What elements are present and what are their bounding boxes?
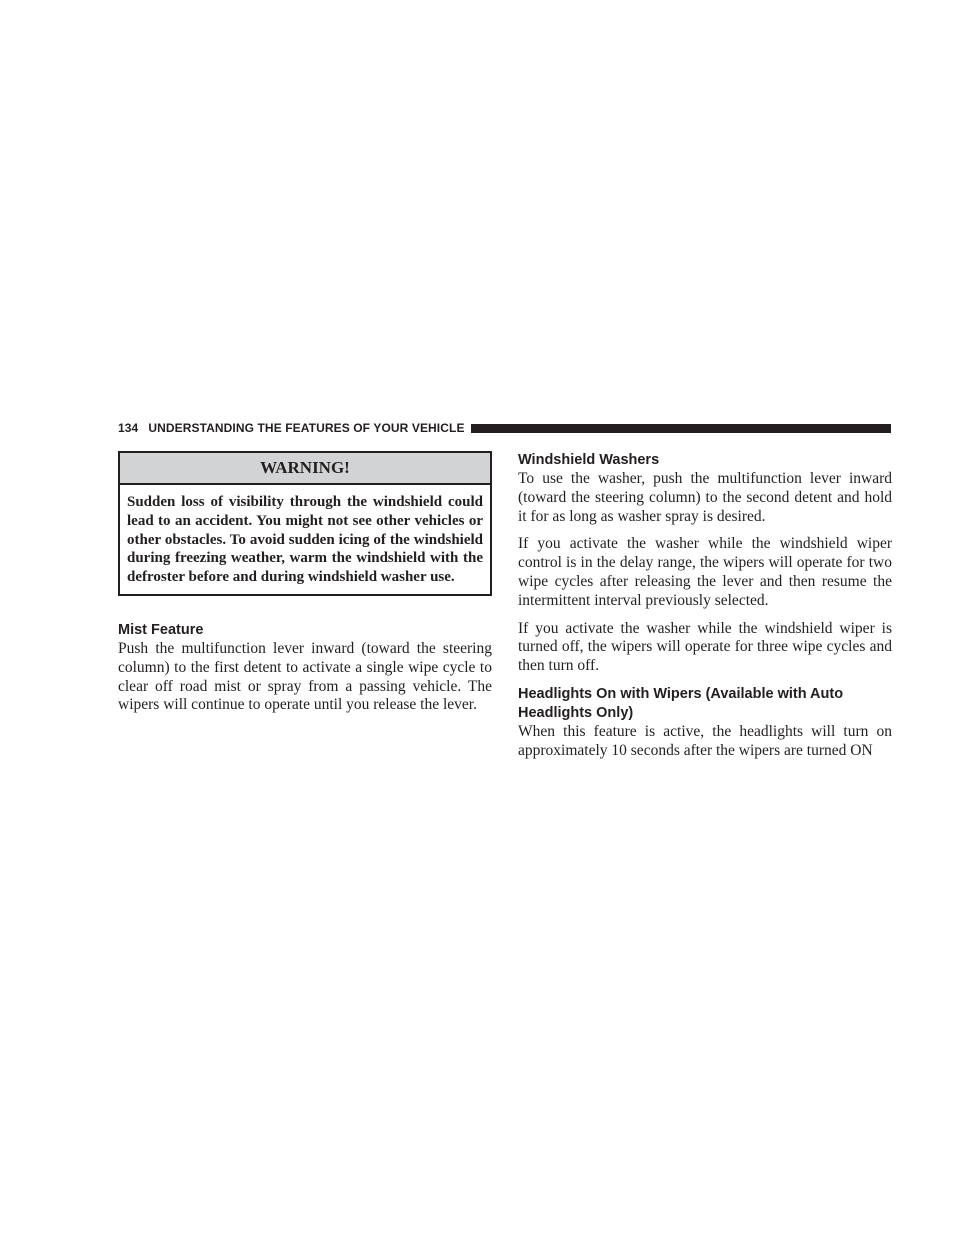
headlights-wipers-heading: Headlights On with Wipers (Available with Auto Headlights Only) [518, 685, 844, 721]
mist-feature-paragraph: Push the multifunction lever inward (toward the steering column) to the first detent to activate a single wipe cycle to clear off road mist or spray from a passing vehicle. The wipers will continue to operate until you release the lever. [118, 639, 492, 714]
section-title: UNDERSTANDING THE FEATURES OF YOUR VEHICLE [148, 421, 465, 435]
header-rule [471, 424, 891, 433]
warning-box [118, 451, 492, 596]
left-column [118, 451, 492, 715]
washers-paragraph-1: To use the washer, push the multifunction lever inward (toward the steering column) to the second detent and hold it for as long as washer spray is desired. [518, 470, 892, 525]
page-number: 134 [118, 421, 139, 435]
windshield-washers-heading: Windshield Washers [518, 452, 660, 468]
washers-paragraph-2: If you activate the washer while the windshield wiper control is in the delay range, the wipers will operate for two wipe cycles after releasing the lever and then resume the intermittent interval previously selected. [518, 535, 892, 609]
right-column [518, 451, 892, 761]
page-header [118, 419, 891, 437]
headlights-wipers-paragraph: When this feature is active, the headlights will turn on approximately 10 seconds after the wipers are turned ON [518, 722, 892, 759]
warning-title: WARNING! [120, 453, 490, 485]
washers-paragraph-3: If you activate the washer while the windshield wiper is turned off, the wipers will operate for three wipe cycles and then turn off. [518, 619, 892, 675]
mist-feature-heading: Mist Feature [118, 621, 204, 638]
warning-text: Sudden loss of visibility through the windshield could lead to an accident. You might not see other vehicles or other obstacles. To avoid sudden icing of the windshield during freezing weather, warm the windshield with the defroster before and during windshield washer use. [127, 494, 483, 586]
